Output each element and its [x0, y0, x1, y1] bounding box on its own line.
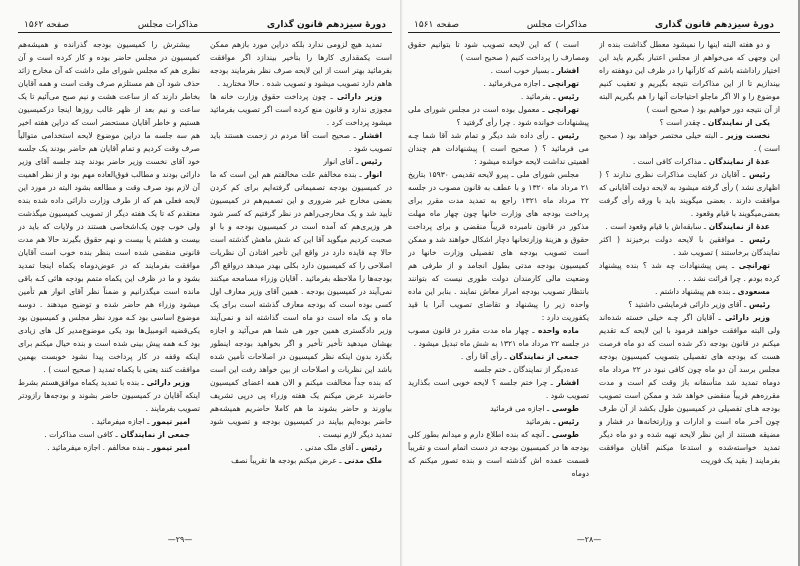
speaker-name: وزیر دارائی: [332, 92, 382, 101]
speaker-name: رئیس: [746, 300, 770, 309]
paragraph: [408, 402, 589, 415]
speaker-name: رئیس: [555, 92, 579, 101]
speaker-name: تهرانچی: [545, 79, 579, 88]
paragraph-text: ـ بنده مخالفم . اجازه میفرمائید .: [47, 443, 150, 452]
paragraph: [408, 90, 589, 103]
paragraph-text: ـ صحیح است آقا مردم در زحمت هستند باید تصویب شود .: [210, 131, 392, 153]
paragraph: [599, 116, 780, 129]
series-title: دورهٔ سیزدهم قانون گذاری: [266, 20, 386, 30]
paragraph-text: ـ آقای ملک مدنی .: [300, 443, 359, 452]
paragraph: [599, 168, 780, 220]
paragraph: [599, 129, 780, 155]
page-header: [408, 8, 780, 33]
paragraph: [408, 428, 589, 480]
paragraph: [599, 285, 780, 298]
paragraph-text: ـ اجازه میفرمائید .: [91, 417, 150, 426]
paragraph: [599, 233, 780, 259]
column-right: [599, 38, 780, 523]
paragraph-text: ـ اجازه می‌فرمائید .: [483, 79, 546, 88]
speaker-name: رئیس: [555, 417, 579, 426]
speaker-name: رئیس: [358, 157, 382, 166]
paragraph: [408, 64, 589, 77]
paragraph-text: ـ رأی آقا رأی .: [460, 352, 507, 361]
paragraph-text: ـ موافقین با لایحه دولت برخیزند ( اکثر نمایندگان برخاستند ) تصویب شد .: [599, 235, 780, 257]
paragraph: [408, 168, 589, 324]
paragraph: [408, 103, 589, 129]
series-title: دورهٔ سیزدهم قانون گذاری: [654, 20, 774, 30]
column-left: [18, 38, 200, 523]
speaker-name: وزیر دارائی: [143, 378, 191, 387]
speaker-name: تهرانچی: [734, 261, 770, 270]
speaker-name: جمعی از نمایندگان: [506, 352, 579, 361]
paragraph: [599, 259, 780, 285]
paragraph-text: و دو هفته البته اینها را نمیشود معطل گذاشت بنده از این وجهی که می‌خواهم از مجلس اعتبار بگیرم باید این اختیار راداشته باشم که کارآنها را در ظرف این دوهفته راه بیندازیم تا از این مذاکرات نتیجه بگیریم و تعقیب کنیم موضوع را و الا اگر ماجلو احتیاجات آنها را هم بگیریم البته از آن نتیجه دور خواهیم بود ( صحیح است ): [599, 40, 780, 114]
speaker-name: جمعی از نمایندگان: [117, 430, 190, 439]
paragraph: [18, 441, 200, 454]
speaker-name: انوار: [361, 170, 382, 179]
text-columns: [408, 38, 780, 523]
paragraph-text: ـ سابقه‌اش با قیام وقعود است .: [605, 222, 707, 231]
paragraph: [408, 38, 589, 64]
paragraph: [599, 155, 780, 168]
text-columns: [18, 38, 392, 523]
paragraph: [408, 376, 589, 402]
paragraph-text: ـ آقایان در کفایت مذاکرات نظری ندارند ؟ ( اظهاری نشد ) رأی گرفته میشود به لایحه دولت آقایانی که موافقت دارند . بعضی میگویند باید با ورقه رأی گرفت بعضی‌میگویند با قیام وقعود .: [599, 170, 780, 218]
paragraph: [18, 376, 200, 415]
paragraph-text: ـ آقای انوار: [323, 157, 359, 166]
paragraph: [18, 415, 200, 428]
paragraph-text: مجلس شورای ملی ـ پیرو لایحه تقدیمی ۱۵۹۳۰ بتاریخ ۲۱ مرداد ماه ۱۳۲۰ و با عطف به قانون مصوب در جلسه ۲۲ مرداد ماه ۱۳۲۱ راجع به تمدید مدت مقرر برای پرداخت بودجه های وزارت خانها چون چهار ماه مهلت مذکور در قانون نامبرده قریباً منقضی و برای پرداخت حقوق و هزینهٔ وزارتخانها دچار اشکال خواهند شد و ممکن است تصویب بودجه های تفصیلی وزارت خانها در کمیسیون بودجه مدتی بطول انجامد و از طرفی هم وضعیت مالی کارمندان دولت طوری نیست که بتوانند بانتظار تصویب بودجه امرار معاش نمایند . بنابر این ماده واحده زیر را پیشنهاد و تقاضای تصویب آنرا با قید یکفوریت دارد :: [408, 170, 589, 322]
speaker-name: امیر تیمور: [149, 417, 190, 426]
paragraph-text: ـ کافی است مذاکرات .: [44, 430, 118, 439]
page-footer-number: —۲۹—: [167, 535, 193, 544]
paragraph: [18, 38, 200, 376]
speaker-name: افشار: [553, 66, 579, 75]
paragraph: [210, 454, 392, 467]
paragraph-text: ـ اجازه می فرمائید: [490, 404, 550, 413]
paragraph-text: ـ چهار ماه مدت مقرر در قانون مصوب در جلسه ۲۲ مرداد ماه ۱۳۲۱ به شش ماه تبدیل میشود .: [408, 326, 589, 348]
paragraph-text: ـ پس پیشنهادات چه شد ؟ بنده پیشنهاد کرده بودم . چرا قرائت نشد . . .: [599, 261, 780, 283]
speaker-name: افشار: [552, 378, 579, 387]
page-number-label: صفحه ۱۵۶۱: [414, 20, 460, 30]
paragraph-text: ـ بفرمائید: [525, 417, 556, 426]
paragraph: [210, 129, 392, 155]
page-number-label: صفحه ۱۵۶۲: [24, 20, 70, 30]
speaker-name: تهرانچی: [544, 105, 580, 114]
paragraph-text: ـ بنده با تمدید یکماه موافق‌هستم بشرط اینکه آقایان در کمیسیون حاضر بشوند و بودجه‌ها رازودتر تصویب بفرمایند .: [18, 378, 200, 413]
paragraph: [408, 129, 589, 168]
paragraph: [599, 311, 780, 467]
paragraph-text: است ) که این لایحه تصویب شود تا بتوانیم حقوق ومصارف را پرداخت کنیم ( صحیح است ): [408, 40, 589, 62]
speaker-name: عده‌ٔ از نمایندگان: [706, 157, 770, 166]
paragraph-text: ـ چرا ختم جلسه ؟ لایحه خوبی است بگذارید تصویب شود .: [408, 378, 589, 400]
paragraph-text: ـ البته خیلی مختصر خواهد بود ( صحیح است ) .: [599, 131, 780, 153]
speaker-name: ماده واحده: [534, 326, 579, 335]
speaker-name: رئیس: [742, 235, 770, 244]
speaker-name: ملک مدنی: [341, 456, 382, 465]
paragraph: [408, 415, 589, 428]
paragraph: [210, 38, 392, 90]
speaker-name: امیر تیمور: [149, 443, 190, 452]
paragraph: [599, 38, 780, 116]
page-1561: [400, 0, 800, 566]
paragraph-text: ـ آنچه که بنده اطلاع دارم و میدانم بطور کلی بودجه ها در کمیسیون بودجه در دست اتمام است و تقریباً قسمت عمده اش گذشته است و بنده تصور میکنم که دوماه: [408, 430, 589, 478]
speaker-name: افشار: [355, 131, 382, 140]
paragraph: [599, 298, 780, 311]
speaker-name: نخست وزیر: [722, 131, 770, 140]
section-title: مذاکرات مجلس: [526, 20, 588, 30]
speaker-name: یکی از نمایندگان: [705, 118, 770, 127]
paragraph-text: عده‌دیگر از نمایندگان ـ ختم جلسه: [473, 365, 579, 374]
section-title: مذاکرات مجلس: [137, 20, 199, 30]
paragraph-text: ـ عرض میکنم بودجه ها تقریباً نصف: [231, 456, 342, 465]
page-header: [18, 8, 392, 33]
paragraph-text: ـ آقای وزیر دارائی فرمایشی داشتید ؟: [628, 300, 747, 309]
speaker-name: رئیس: [358, 443, 382, 452]
paragraph: [210, 168, 392, 441]
paragraph: [210, 155, 392, 168]
paragraph: [408, 324, 589, 350]
paragraph-text: ـ بنده مخالفم علت مخالفتم هم این است که ما در کمیسیون بودجه تصمیماتی گرفته‌ایم برای کم کردن بعضی مخارج غیر ضروری و این تصمیم‌هم در کمیسیون تأیید شد و یک مخارجی‌راهم در نظر گرفتیم که کسر شود هر وزیری‌هم که آمده است در کمیسیون بودجه و با او صحبت کردیم میگوید آقا این که شش ماهش گذشته است حالا چه فایده دارد در واقع این تأخیر افتادن آن نظریات اصلاحی را که کمیسیون دارد بکلی بهدر میدهد درواقع اگر بودجه‌ها را ملاحظه بفرمائید . آقایان وزراء مسامحه میکنند نمی‌آیند در کمیسیون بودجه . همین آقای وزیر معارف اول کسی بوده است که بودجه معارف گذشته است برای یک ماه‌ و یک ماه است دو ماه است گذاشته اند و نمی‌آیند وزیر دادگستری همین جور هی شما هم می‌آئید و اجازه بهشان میدهید تأخیر تأخیر و اگر بخواهید بودجه اینطور بگذرد بدون اینکه نظر کمیسیون در اصلاحات تأمین شده باشد این نظریات و اصلاحات از بین خواهد رفت این است که بنده جداً مخالفت میکنم و الان همه اعضای کمیسیون حاضرند عرض میکنم یک هفته وزراء پی درپی تشریف بیاورند و حاضر بشوند ما هم کاملا حاضریم همیشه‌هم حاضر بوده‌ایم بیایند در کمیسیون بودجه و تصویب شود تمدید دیگر لازم نیست .: [210, 170, 392, 439]
speaker-name: رئیس: [745, 170, 771, 179]
paragraph: [408, 363, 589, 376]
column-left: [408, 38, 589, 523]
paragraph: [599, 220, 780, 233]
paragraph-text: تمدید هیچ لزومی ندارد بلکه دراین مورد بازهم ممکن است یکمقداری کارها را بتأخیر بیندازد اگر موافقت بفرمائید بهتر است از این لایحه صرف نظر بفرمایند بودجه هاهم دارد تصویب میشود و تصویب شده . حالا مختارید .: [210, 40, 392, 88]
speaker-name: مسعودی: [735, 287, 770, 296]
speaker-name: رئیس: [554, 131, 580, 140]
paragraph-text: ـ چون پرداخت حقوق وزارت خانه ها مجوزی ندارد و قانون منع کرده است اگر تصویب بفرمائید میشود پرداخت کرد .: [210, 92, 392, 127]
paragraph: [408, 350, 589, 363]
paragraph-text: ـ رأی داده شد دیگر و تمام شد آقا شما چـه می فرمائید ؟ ( صحیح است ) پیشنهادات هم چندان اهمیتی نداشت لایحه خوانده میشود :: [408, 131, 589, 166]
paragraph-text: ـ آقایان اگر چـه خیلی خسته شده‌اند ولی البته موافقت خواهند فرمود با این لایحه کـه تقدیم میکنم در قانون بودجه ذکر شده است که دو ماه فرصت هست که بودجه های تفصیلی بتصویب کمیسیون بودجه مجلس برسد آن دو ماه چون کافی نبود در ۲۲ مرداد ماه دوماه تمدید شد متأسفانه باز وقت کم است و مدت مقرره‌هم قریباً منقضی خواهد شد و ممکن است تصویب بودجه هـای تفصیلی در کمیسیون طول بکشد از آن طرف چون آخـر ماه است و ادارات و وزارتخانه‌ها در فشار و مضیقه هستند از این نظر لایحه تهیه شده و دو ماه دیگر تمدید خواسته‌شده و استدعا میکنم آقایان موافقت بفرمایند ( بقید یک فوریت: [599, 313, 780, 465]
paragraph: [210, 90, 392, 129]
paragraph-text: ـ بسیار خوب است .: [490, 66, 554, 75]
paragraph: [210, 441, 392, 454]
speaker-name: وزیر دارائی: [720, 313, 770, 322]
paragraph-text: ـ معمول بوده است در مجلس شورای ملی پیشنهادات خوانده شود . چرا رأی گرفتید ؟: [408, 105, 589, 127]
speaker-name: طوسی: [549, 430, 579, 439]
paragraph-text: ـ چقدر است ؟: [659, 118, 706, 127]
paragraph-text: بیشترش را کمیسیون بودجه گذرانده و همیشه‌هم کمیسیون در مجلس حاضر بوده و کار کرده است و آن نظری هم که مجلس شورای ملی داشت که آن مخارج زائد حذف شود آن هم مستلزم صرف وقت است و همه آقایان بخاطر دارند که از ساعت هشت و نیم صبح می‌آئیم تا یک ساعت و نیم بعد از ظهر غالب روزها اینجا درکمیسیون هستیم و خاطر آقایان مستحضر است که دراین هفته اخیر هم سه جلسه ما دراین موضوع لایحه استخدامی متوالیاً صرف وقت کردیم و تمام آقایان هم حاضر بودند یک جلسه خود آقای نخست وزیر حاضر بودند چند جلسه آقای وزیر دارائی بودند و مطالب فوق‌العاده مهم بود و از نظر اهمیت آن لازم بود صرف وقت و مطالعه بشود البته در مورد این لایحه فعلی هم که از طرف وزارت دارائی داده شده بنده معتقدم که تا یک هفته دیگر از تصویب کمیسیون میگذشت ولی خوب چون یک‌اشخاصی هستند در ولایات که باید در بیست و هشتم یا بیست و نهم حقوق بگیرند حالا هم مدت قانونی منقضی شده است بنظر بنده خوب است آقایان موافقت بفرمایند که در عوض‌دوماه یکماه اینجا تمدید بشود و ما در ظرف این یکماه متمم بودجه هائی کـه باقی مانده است میگذرانیم و ضمناً نظر آقای انوار هم تأمین میشود وزراء هم حاضر شده و توضیح میدهند . دوسه موضوع اساسی بود کـه مورد نظر مجلس و کمیسیون بود یکی‌قضیه اتومبیل‌ها بود یکی موضوع‌مدیر کل های زیادی بود کـه همه پیش بینی شده است و بنده خیال میکنم برای اینکه وقفه در کار پرداخت پیدا نشود خوبست بهمین موافقت کنند یعنی با یکماه تمدید ( صحیح است ) .: [18, 40, 200, 374]
speaker-name: طوسی: [549, 404, 579, 413]
speaker-name: عدهٔ از نمایندگان: [706, 222, 770, 231]
paragraph-text: ـ بفرمائید .: [520, 92, 556, 101]
paragraph-text: ـ بنده هم پیشنهاد داشتم .: [655, 287, 736, 296]
paragraph: [408, 77, 589, 90]
paragraph: [18, 428, 200, 441]
paragraph-text: ـ مذاکرات کافی است .: [632, 157, 707, 166]
page-footer-number: —۲۸—: [576, 535, 602, 544]
column-right: [210, 38, 392, 523]
